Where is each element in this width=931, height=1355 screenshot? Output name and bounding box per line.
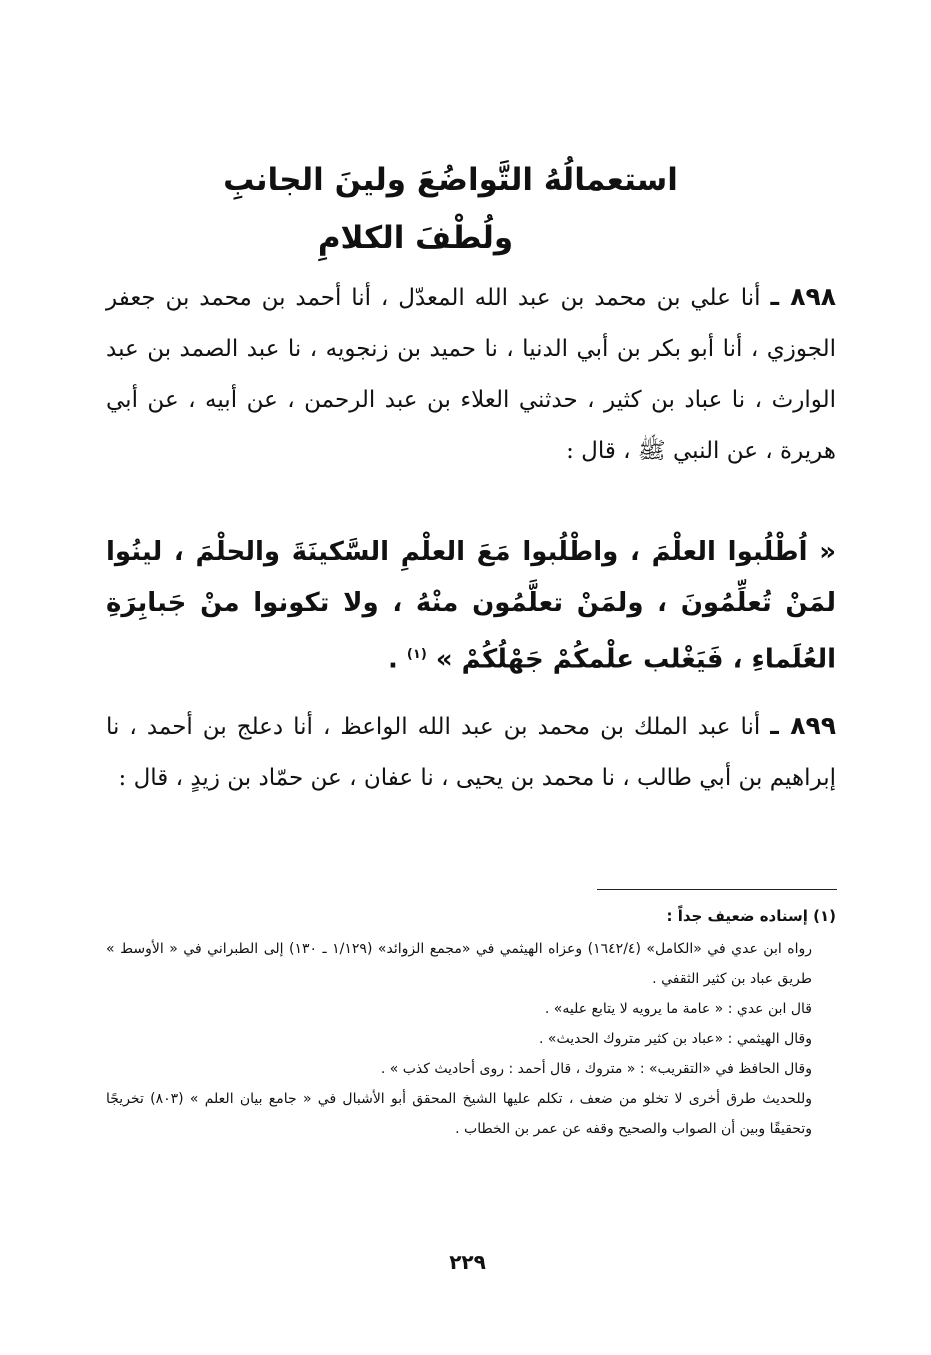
narration-text: أنا عبد الملك بن محمد بن عبد الله الواعظ ، أنا دعلج بن أحمد ، نا إبراهيم بن أبي طالب ، نا محمد بن يحيى ، نا عفان ، عن حمّاد بن زيدٍ ، قال :	[106, 714, 836, 791]
narration-number: ٨٩٨ ـ	[770, 282, 837, 311]
narration-number: ٨٩٩ ـ	[770, 711, 837, 740]
narration-899	[106, 700, 836, 804]
chapter-heading-line-2: ولُطْفَ الكلامِ	[317, 220, 514, 256]
footnote-reference[interactable]: (١)	[406, 647, 427, 662]
narration-text: أنا علي بن محمد بن عبد الله المعدّل ، أنا أحمد بن محمد بن جعفر الجوزي ، أنا أبو بكر بن أبي الدنيا ، نا حميد بن زنجويه ، نا عبد الصمد بن عبد الوارث ، نا عباد بن كثير ، حدثني العلاء بن عبد الرحمن ، عن أبيه ، عن أبي هريرة ، عن النبي ﷺ ، قال :	[106, 285, 836, 464]
footnote-title: (١) إسناده ضعيف جداً :	[666, 907, 836, 925]
footnote-line: وللحديث طرق أخرى لا تخلو من ضعف ، تكلم عليها الشيخ المحقق أبو الأشبال في « جامع بيان العلم » (٨٠٣) تخريجًا وتحقيقًا وبين أن الصواب والصحيح وقفه عن عمر بن الخطاب .	[106, 1091, 812, 1137]
page-number: ٢٢٩	[449, 1250, 486, 1274]
hadith-body: « اُطْلُبوا العلْمَ ، واطْلُبوا مَعَ العلْمِ السَّكينَةَ والحلْمَ ، لينُوا لمَنْ تُعلِّمُونَ ، ولمَنْ تعلَّمُون منْهُ ، ولا تكونوا منْ جَبابِرَةِ العُلَماءِ ، فَيَغْلب علْمكُمْ جَهْلُكُمْ »	[106, 537, 836, 675]
footnote-line: قال ابن عدي : « عامة ما يرويه لا يتابع عليه» .	[544, 1001, 812, 1017]
footnote-line: وقال الحافظ في «التقريب» : « متروك ، قال أحمد : روى أحاديث كذب » .	[380, 1061, 812, 1077]
footnote-line: رواه ابن عدي في «الكامل» (١٦٤٢/٤) وعزاه الهيثمي في «مجمع الزوائد» (١/١٢٩ ـ ١٣٠) إلى الطبراني في « الأوسط » طريق عباد بن كثير الثقفي .	[106, 941, 812, 987]
footnote-separator	[597, 889, 837, 890]
chapter-heading-line-1: استعمالُهُ التَّواضُعَ ولينَ الجانبِ	[223, 162, 678, 198]
hadith-text	[106, 527, 836, 686]
hadith-end-mark: .	[387, 644, 398, 675]
footnote-line: وقال الهيثمي : «عباد بن كثير متروك الحديث» .	[538, 1031, 812, 1047]
narration-898	[106, 271, 836, 477]
footnote-body	[106, 934, 812, 1144]
